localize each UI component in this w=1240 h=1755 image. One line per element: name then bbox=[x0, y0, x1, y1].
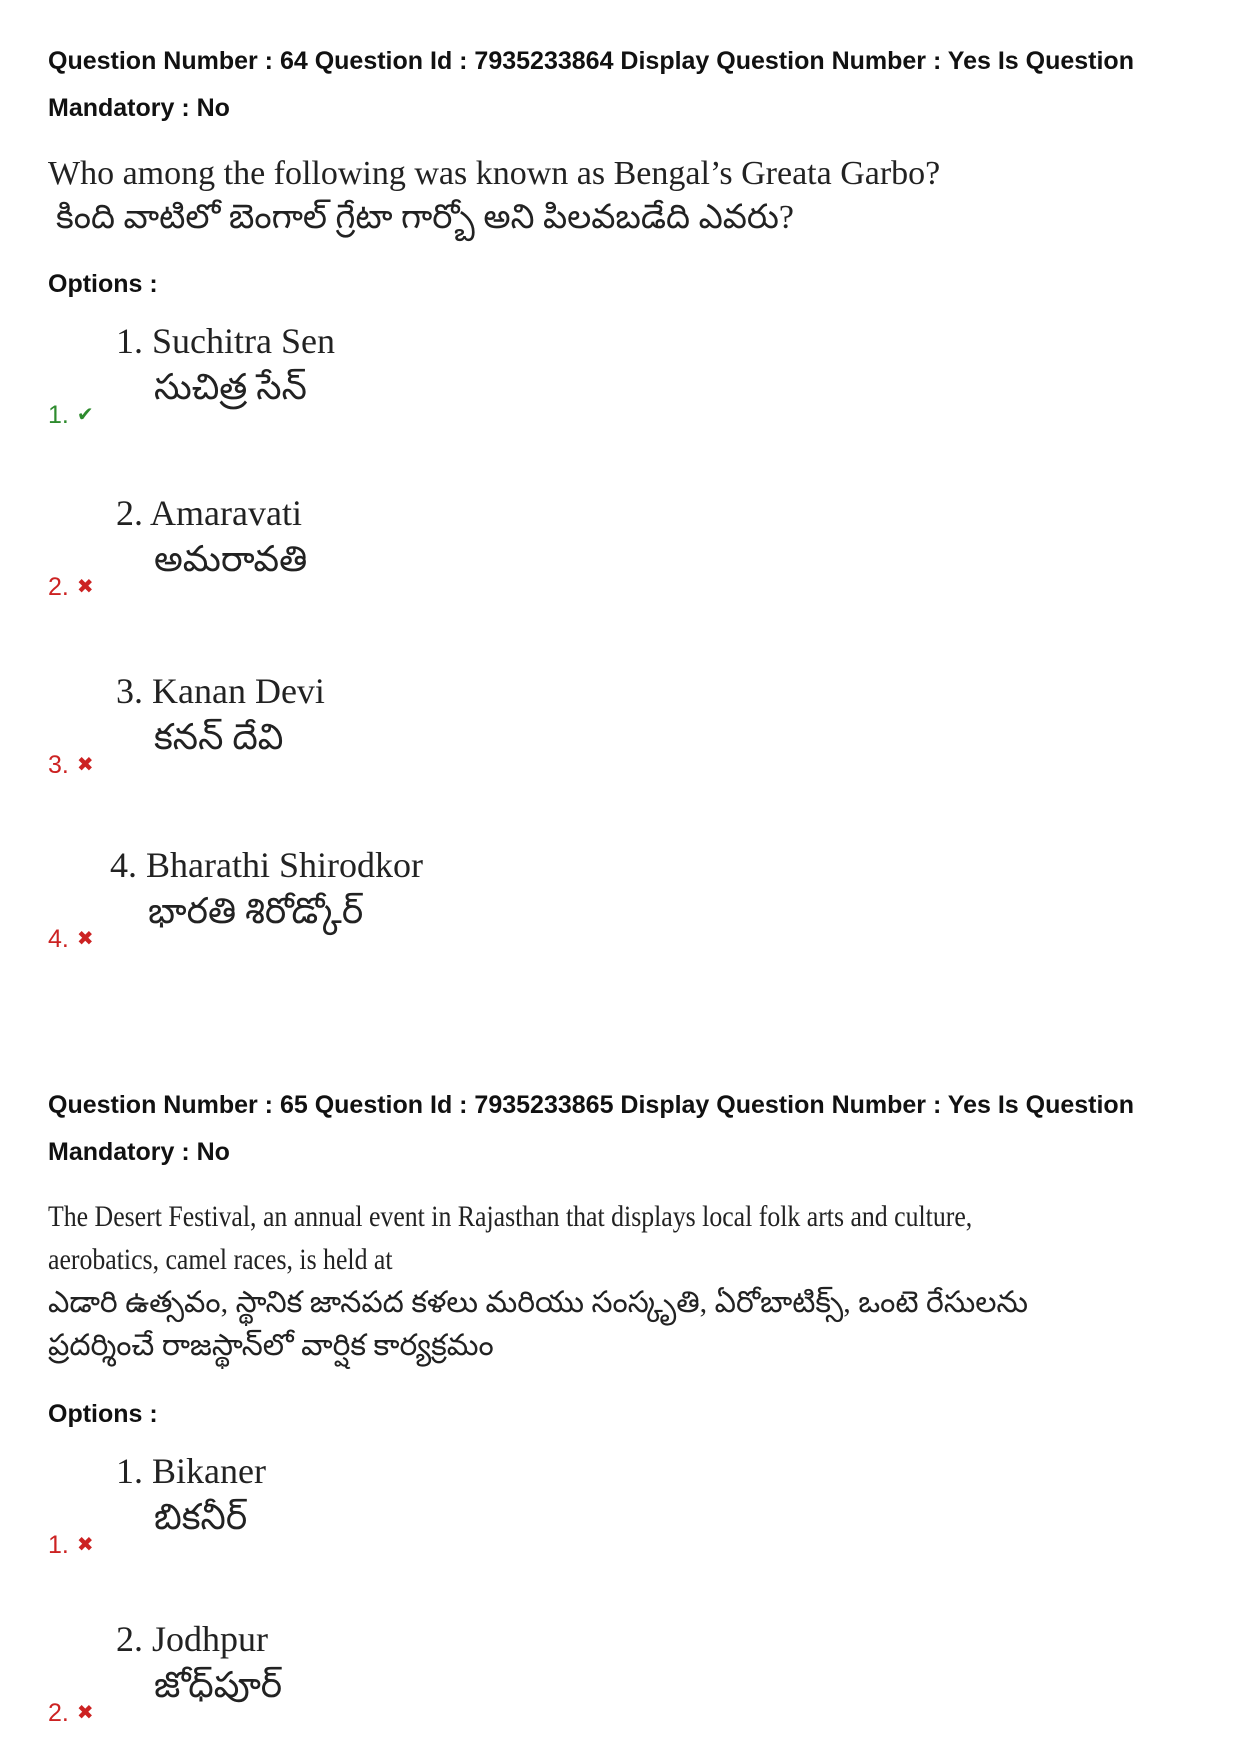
cross-icon: ✖ bbox=[76, 1534, 94, 1556]
question-text-telugu: ప్రదర్శించే రాజస్థాన్‌లో వార్షిక కార్యక్రమం bbox=[48, 1329, 494, 1362]
question-text-english: The Desert Festival, an annual event in Rajasthan that displays local folk arts and culture, bbox=[48, 1200, 973, 1233]
question-header-line: Question Number : 64 Question Id : 7935233864 Display Question Number : Yes Is Question bbox=[48, 47, 1134, 75]
option-text bbox=[116, 318, 335, 410]
option-number: 4. ✖ bbox=[48, 925, 94, 953]
option-number: 2. ✖ bbox=[48, 573, 94, 601]
option-text-telugu: కనన్ దేవి bbox=[154, 717, 284, 757]
option-text-english: 1. Bikaner bbox=[116, 1451, 266, 1491]
option-text-english: 4. Bharathi Shirodkor bbox=[110, 845, 423, 885]
option-item bbox=[48, 490, 748, 610]
cross-icon: ✖ bbox=[76, 1702, 94, 1724]
option-text bbox=[116, 490, 307, 582]
cross-icon: ✖ bbox=[76, 576, 94, 598]
option-text-english: 2. Amaravati bbox=[116, 493, 302, 533]
question-mandatory-line: Mandatory : No bbox=[48, 1138, 230, 1166]
options-label: Options : bbox=[48, 270, 158, 298]
question-65-header bbox=[48, 1082, 1134, 1176]
option-item bbox=[48, 668, 748, 788]
question-text-english: aerobatics, camel races, is held at bbox=[48, 1243, 393, 1276]
option-text-telugu: బికనీర్ bbox=[154, 1497, 248, 1537]
option-text-telugu: సుచిత్ర సేన్ bbox=[154, 367, 307, 407]
option-text bbox=[116, 1616, 282, 1708]
question-header-line: Question Number : 65 Question Id : 7935233865 Display Question Number : Yes Is Question bbox=[48, 1091, 1134, 1119]
check-icon: ✔ bbox=[76, 404, 94, 426]
option-number: 3. ✖ bbox=[48, 751, 94, 779]
option-text-telugu: భారతి శిరోడ్కోర్ bbox=[148, 891, 364, 931]
option-text-english: 2. Jodhpur bbox=[116, 1619, 268, 1659]
question-text-telugu: ఎడారి ఉత్సవం, స్థానిక జానపద కళలు మరియు సంస్కృతి, ఏరోబాటిక్స్, ఒంటె రేసులను bbox=[48, 1286, 1028, 1319]
cross-icon: ✖ bbox=[76, 928, 94, 950]
option-item bbox=[48, 1616, 748, 1736]
option-text-english: 1. Suchitra Sen bbox=[116, 321, 335, 361]
option-number: 2. ✖ bbox=[48, 1699, 94, 1727]
option-item bbox=[42, 842, 742, 962]
cross-icon: ✖ bbox=[76, 754, 94, 776]
option-number: 1. ✔ bbox=[48, 401, 94, 429]
option-text bbox=[110, 842, 423, 934]
options-label: Options : bbox=[48, 1400, 158, 1428]
question-text-english: Who among the following was known as Bengal’s Greata Garbo? bbox=[48, 155, 941, 192]
option-text-telugu: జోధ్‌పూర్ bbox=[154, 1665, 283, 1705]
question-65-text bbox=[48, 1195, 1123, 1367]
question-64-header bbox=[48, 38, 1134, 132]
option-item bbox=[48, 318, 748, 438]
option-text bbox=[116, 1448, 266, 1540]
option-item bbox=[48, 1448, 748, 1568]
option-number: 1. ✖ bbox=[48, 1531, 94, 1559]
question-64-text bbox=[48, 152, 940, 240]
option-text-telugu: అమరావతి bbox=[154, 539, 308, 579]
option-text-english: 3. Kanan Devi bbox=[116, 671, 325, 711]
option-text bbox=[116, 668, 325, 760]
question-mandatory-line: Mandatory : No bbox=[48, 94, 230, 122]
question-text-telugu: కింది వాటిలో బెంగాల్ గ్రేటా గార్బో అని పిలవబడేది ఎవరు? bbox=[56, 199, 794, 236]
